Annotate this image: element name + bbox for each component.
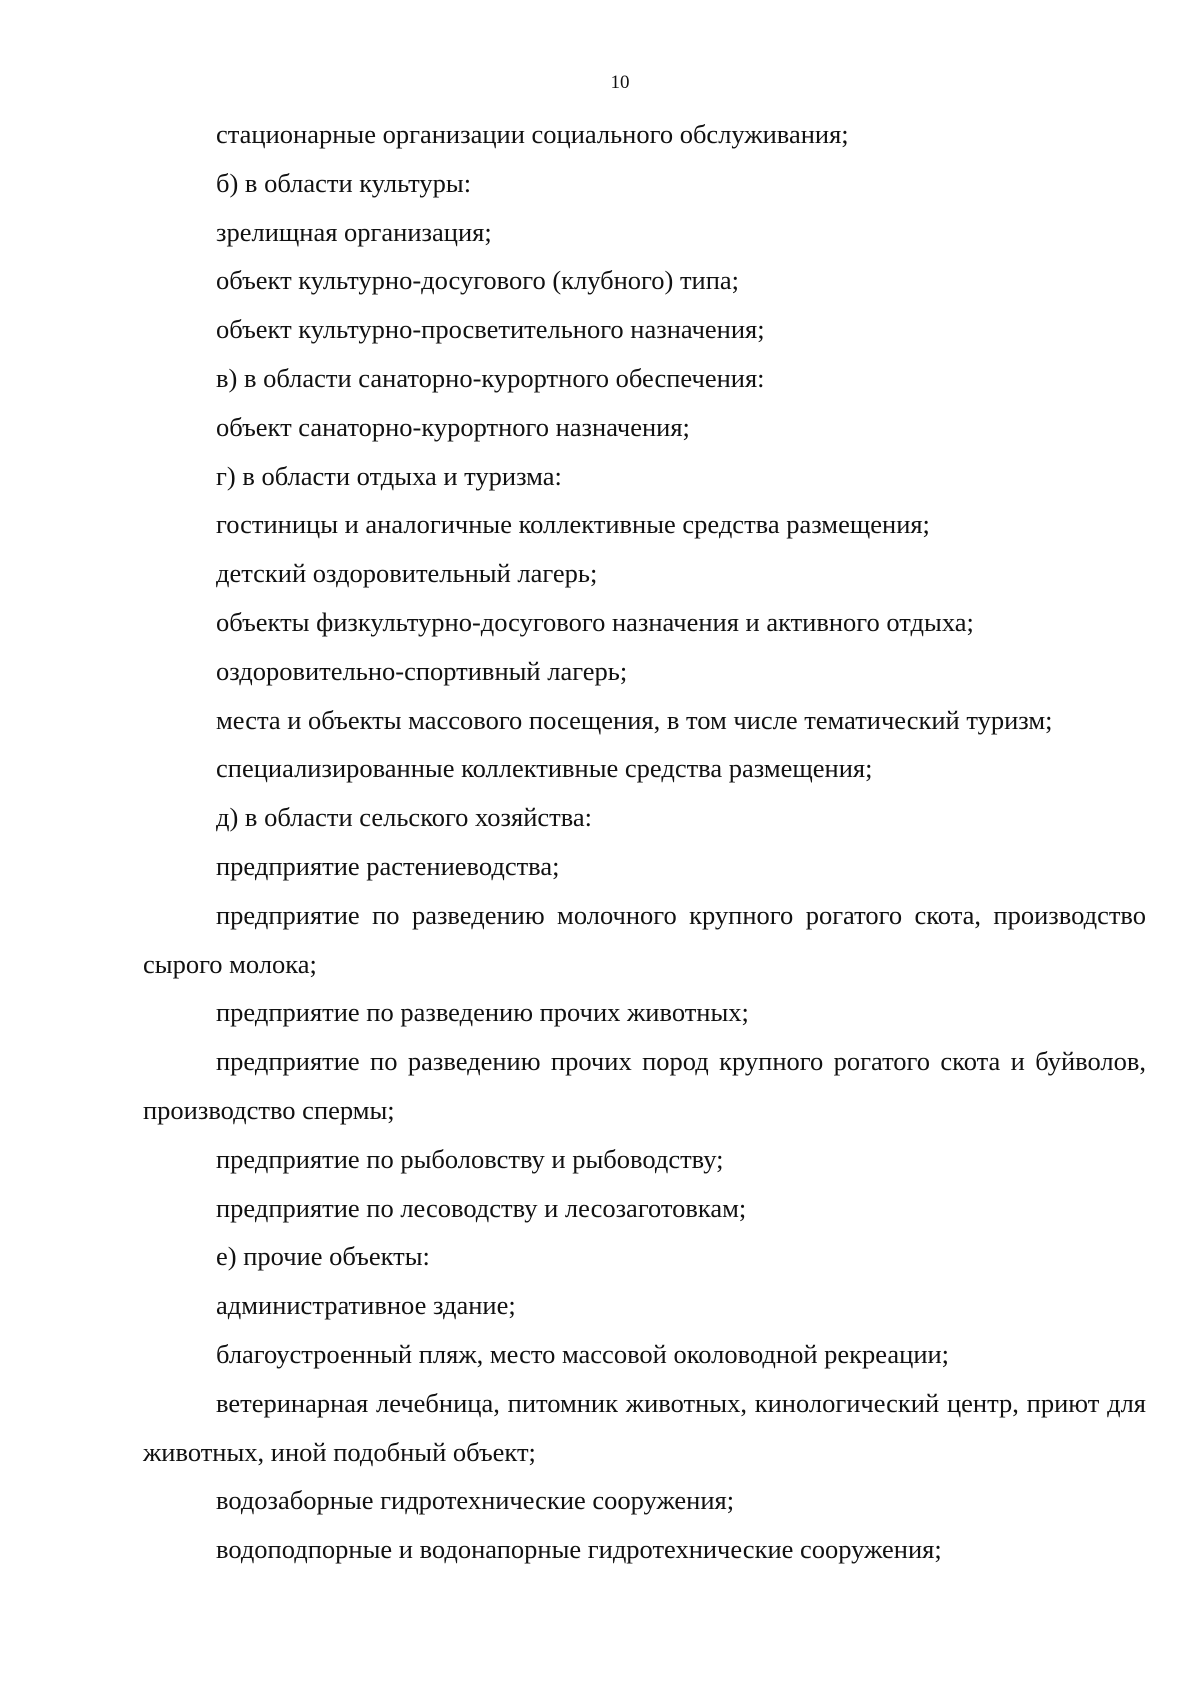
paragraph: объект культурно-досугового (клубного) типа; bbox=[216, 265, 740, 296]
paragraph: специализированные коллективные средства размещения; bbox=[216, 753, 873, 784]
section-heading: в) в области санаторно-курортного обеспечения: bbox=[216, 362, 765, 393]
paragraph: предприятие по рыболовству и рыбоводству; bbox=[216, 1143, 724, 1174]
paragraph: оздоровительно-спортивный лагерь; bbox=[216, 655, 628, 686]
section-heading: д) в области сельского хозяйства: bbox=[216, 802, 593, 833]
paragraph: водозаборные гидротехнические сооружения; bbox=[216, 1485, 735, 1516]
paragraph: объект культурно-просветительного назначения; bbox=[216, 314, 765, 345]
paragraph: стационарные организации социального обслуживания; bbox=[216, 119, 849, 149]
paragraph: детский оздоровительный лагерь; bbox=[216, 558, 598, 589]
section-heading: г) в области отдыха и туризма: bbox=[216, 460, 562, 491]
paragraph: водоподпорные и водонапорные гидротехнические сооружения; bbox=[216, 1534, 942, 1565]
paragraph: предприятие по разведению молочного крупного рогатого скота, производство сырого молока; bbox=[143, 899, 1146, 979]
paragraph: гостиницы и аналогичные коллективные средства размещения; bbox=[216, 509, 930, 540]
paragraph: предприятие по лесоводству и лесозаготовкам; bbox=[216, 1192, 747, 1223]
page-number: 10 bbox=[610, 72, 630, 93]
paragraph: зрелищная организация; bbox=[216, 216, 492, 247]
paragraph: предприятие растениеводства; bbox=[216, 850, 560, 881]
paragraph: ветеринарная лечебница, питомник животных, кинологический центр, приют для животных, иной подобный объект; bbox=[143, 1387, 1146, 1467]
paragraph: благоустроенный пляж, место массовой околоводной рекреации; bbox=[216, 1338, 950, 1369]
paragraph: предприятие по разведению прочих пород крупного рогатого скота и буйволов, производство спермы; bbox=[143, 1046, 1146, 1125]
paragraph: предприятие по разведению прочих животных; bbox=[216, 997, 749, 1028]
paragraph: административное здание; bbox=[216, 1290, 516, 1321]
section-heading: б) в области культуры: bbox=[216, 167, 472, 198]
paragraph: места и объекты массового посещения, в том числе тематический туризм; bbox=[216, 704, 1053, 735]
section-heading: е) прочие объекты: bbox=[216, 1241, 430, 1272]
paragraph: объекты физкультурно-досугового назначения и активного отдыха; bbox=[216, 606, 974, 637]
paragraph: объект санаторно-курортного назначения; bbox=[216, 411, 690, 442]
document-body bbox=[143, 110, 1146, 1574]
